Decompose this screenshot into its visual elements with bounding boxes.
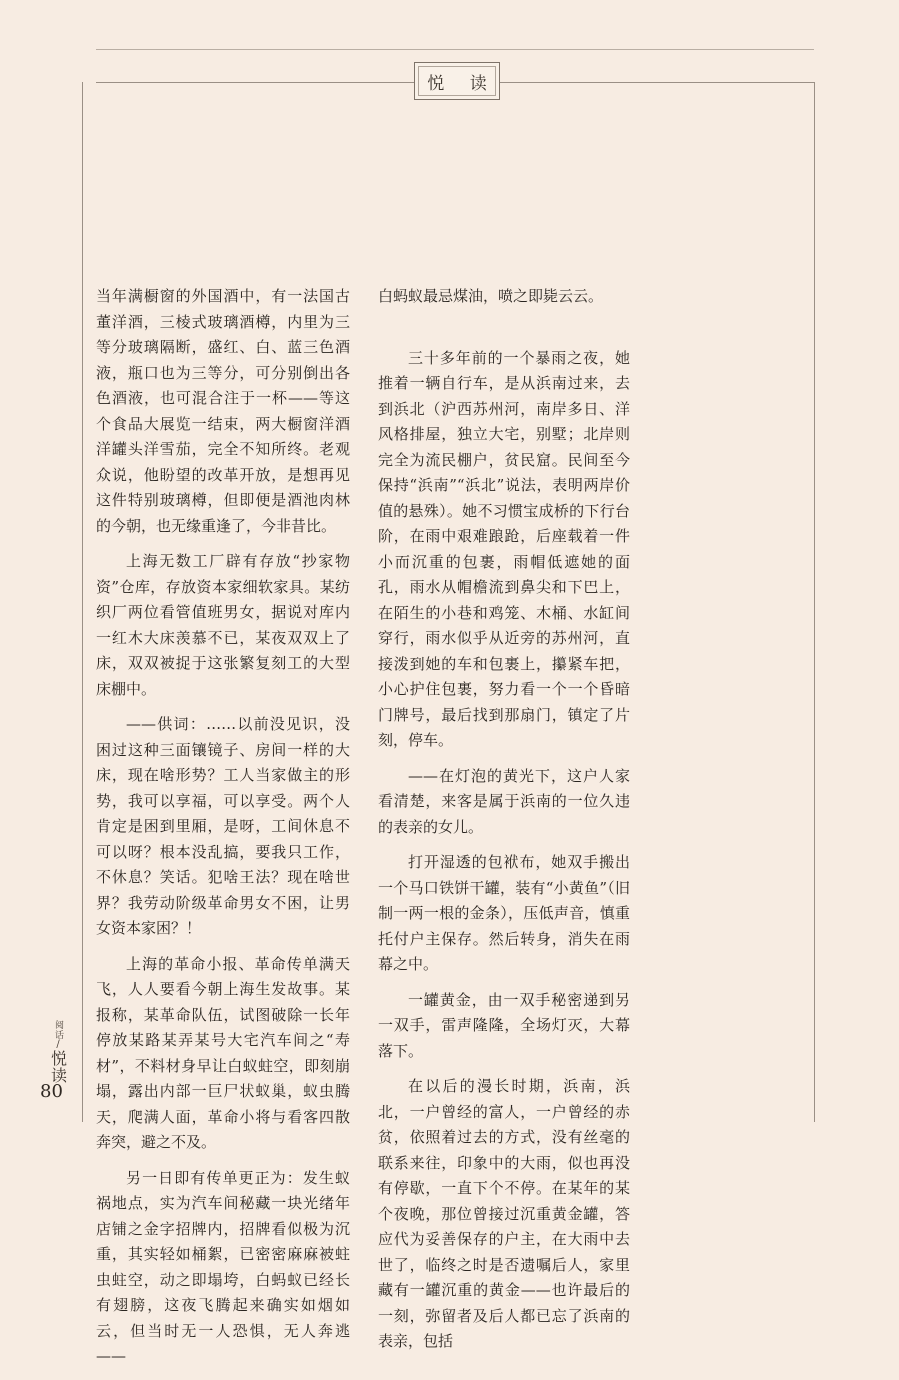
side-title-big: 悦读 [48,1050,68,1084]
paragraph: 白蚂蚁最忌煤油，喷之即毙云云。 [378,287,604,305]
paragraph: 三十多年前的一个暴雨之夜，她推着一辆自行车，是从浜南过来，去到浜北（沪西苏州河，南岸多日、洋风格排屋，独立大宅，别墅；北岸则完全为流民棚户，贫民窟。民间至今保持“浜南”“浜北”说法，表明两岸价值的悬殊）。她不习惯宝成桥的下行台阶，在雨中艰难踉跄，后座载着一件小而沉重的包裹，雨帽低遮她的面孔，雨水从帽檐流到鼻尖和下巴上，在陌生的小巷和鸡笼、木桶、水缸间穿行，雨水似乎从近旁的苏州河，直接泼到她的车和包裹上，攥紧车把，小心护住包裹，努力看一个一个昏暗门牌号，最后找到那扇门，镇定了片刻，停车。 [378,348,630,749]
page-number: 80 [40,1081,63,1102]
header-rule-right [500,82,814,83]
paragraph: ——在灯泡的黄光下，这户人家看清楚，来客是属于浜南的一位久违的表亲的女儿。 [378,766,630,836]
paragraph: 上海的革命小报、革命传单满天飞，人人要看今朝上海生发故事。某报称，某革命队伍，试图破除一长年停放某路某弄某号大宅汽车间之“寿材”，不料材身早让白蚁蛀空，即刻崩塌，露出内部一巨尸状蚁巢，蚁虫腾天，爬满人面，革命小将与看客四散奔突，避之不及。 [96,954,350,1151]
right-column [378,284,630,1365]
header-rule-left [96,82,414,83]
paragraph: 在以后的漫长时期，浜南，浜北，一户曾经的富人，一户曾经的赤贫，依照着过去的方式，没有丝毫的联系来往，印象中的大雨，似也再没有停歇，一直下个不停。在某年的某个夜晚，那位曾接过沉重黄金罐，答应代为妥善保存的户主，在大雨中去世了，临终之时是否遗嘱后人，家里藏有一罐沉重的黄金——也许最后的一刻，弥留者及后人都已忘了浜南的表亲，包括 [378,1077,630,1350]
paragraph: 上海无数工厂辟有存放“抄家物资”仓库，存放资本家细软家具。某纺织厂两位看管值班男女，据说对库内一红木大床羡慕不已，某夜双双上了床，双双被捉于这张繁复刻工的大型床棚中。 [96,552,350,698]
top-rule [96,49,814,50]
right-frame-rule [814,82,815,1122]
side-title-small: 阅话 [53,1020,63,1040]
paragraph: 当年满橱窗的外国酒中，有一法国古董洋酒，三棱式玻璃酒樽，内里为三等分玻璃隔断，盛红、白、蓝三色酒液，瓶口也为三等分，可分别倒出各色酒液，也可混合注于一杯——等这个食品大展览一结束，两大橱窗洋酒洋罐头洋雪茄，完全不知所终。老观众说，他盼望的改革开放，是想再见这件特别玻璃樽，但即便是酒池肉林的今朝，也无缘重逢了，今非昔比。 [96,287,350,535]
paragraph: 一罐黄金，由一双手秘密递到另一双手，雷声隆隆，全场灯灭，大幕落下。 [378,990,630,1060]
section-label: 悦 读 [427,73,497,94]
paragraph: 另一日即有传单更正为：发生蚁祸地点，实为汽车间秘藏一块光绪年店铺之金字招牌内，招牌看似极为沉重，其实轻如桶絮，已密密麻麻被蛀虫蛀空，动之即塌垮，白蚂蚁已经长有翅膀，这夜飞腾起来确实如烟如云，但当时无一人恐惧，无人奔逃—— [96,1168,350,1365]
paragraph: ——供词：……以前没见识，没困过这种三面镶镜子、房间一样的大床，现在啥形势？工人当家做主的形势，我可以享福，可以享受。两个人肯定是困到里厢，是呀，工间休息不可以呀？根本没乱搞，要我只工作，不休息？笑话。犯啥王法？现在啥世界？我劳动阶级革命男女不困，让男女资本家困？！ [96,715,350,937]
paragraph: 打开湿透的包袱布，她双手搬出一个马口铁饼干罐，装有“小黄鱼”（旧制一两一根的金条），压低声音，慎重托付户主保存。然后转身，消失在雨幕之中。 [378,853,630,973]
side-title-slash: / [56,1039,60,1050]
left-column [96,284,350,1380]
left-frame-rule [82,82,83,1122]
side-magazine-title [43,1020,73,1084]
section-badge [414,62,500,100]
